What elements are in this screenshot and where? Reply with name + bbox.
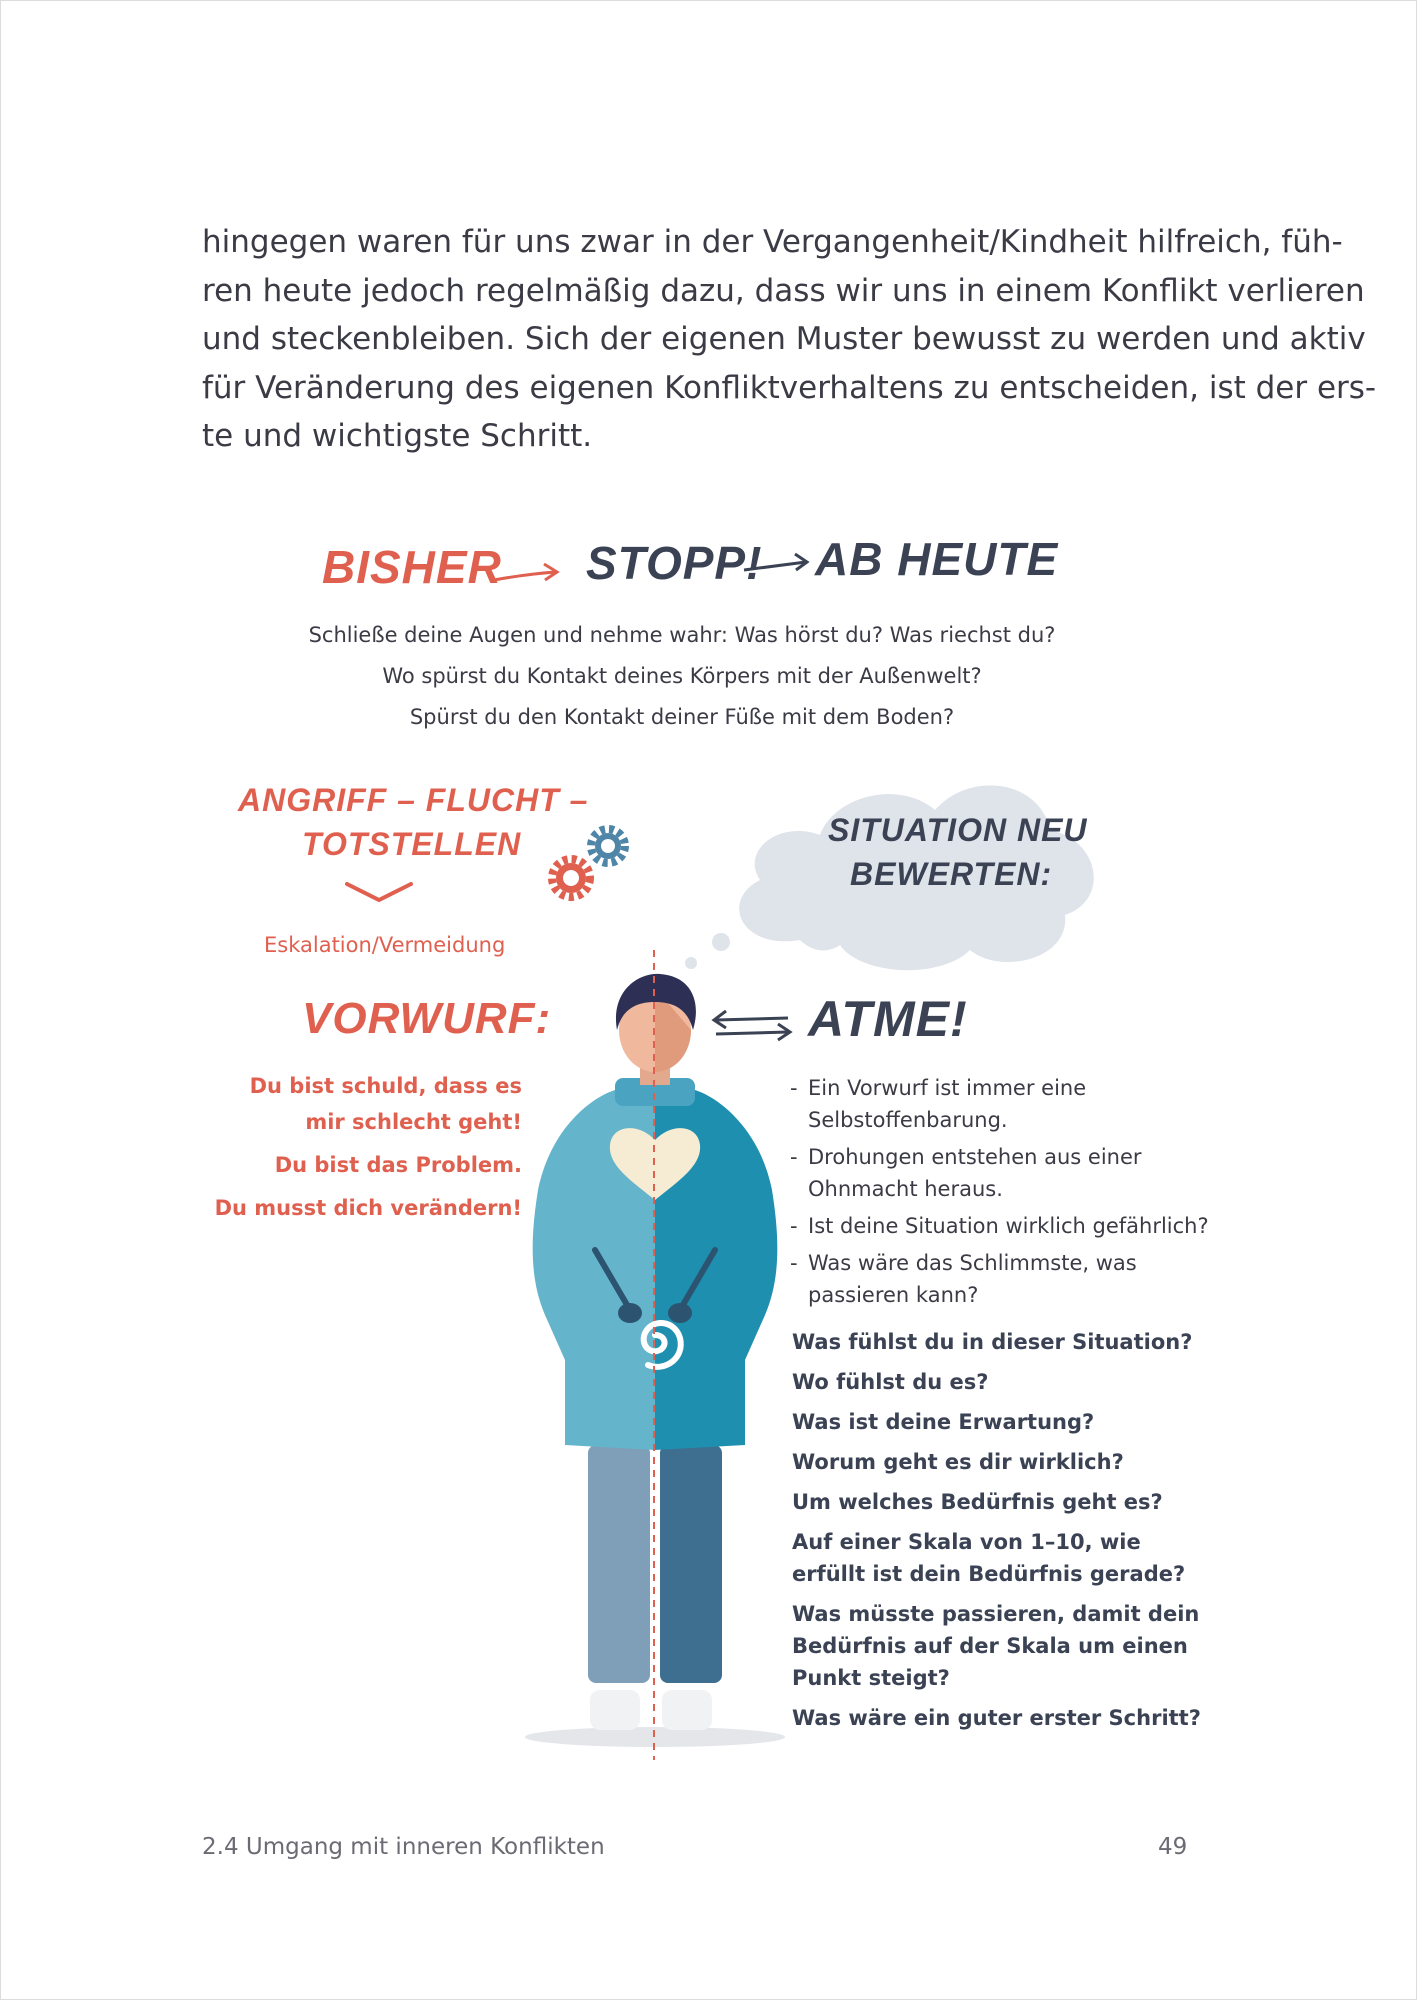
question-line: Was wäre ein guter erster Schritt? bbox=[792, 1706, 1201, 1730]
question-line: Was müsste passieren, damit dein bbox=[792, 1602, 1200, 1626]
question-line: Um welches Bedürfnis geht es? bbox=[792, 1490, 1163, 1514]
instruction-line: Wo spürst du Kontakt deines Körpers mit der Außenwelt? bbox=[382, 664, 982, 688]
list-item: - Drohungen entstehen aus einer Ohnmacht heraus. bbox=[790, 1141, 1210, 1205]
intro-paragraph bbox=[202, 218, 1377, 461]
atme-heading: ATME! bbox=[808, 991, 968, 1047]
instruction-line: Schließe deine Augen und nehme wahr: Was hörst du? Was riechst du? bbox=[308, 623, 1056, 647]
reaction-line2: TOTSTELLEN bbox=[302, 826, 522, 862]
list-item: - Was wäre das Schlimmste, was passieren kann? bbox=[790, 1247, 1210, 1311]
vorwurf-statements bbox=[180, 1068, 522, 1226]
intro-line: und steckenbleiben. Sich der eigenen Muster bewusst zu werden und aktiv bbox=[202, 321, 1366, 357]
reflection-points bbox=[790, 1072, 1210, 1316]
intro-line: für Veränderung des eigenen Konfliktverhaltens zu entscheiden, ist der ers- bbox=[202, 369, 1377, 406]
list-item: - Ein Vorwurf ist immer eine Selbstoffenbarung. bbox=[790, 1072, 1210, 1136]
flow-stopp: STOPP! bbox=[586, 537, 763, 589]
escalation-label: Eskalation/Vermeidung bbox=[264, 933, 506, 957]
statement-line: Du bist das Problem. bbox=[274, 1153, 522, 1177]
right-leg bbox=[660, 1445, 722, 1683]
question-line: Punkt steigt? bbox=[792, 1666, 950, 1690]
question-line: Worum geht es dir wirklich? bbox=[792, 1450, 1124, 1474]
flow-bisher: BISHER bbox=[322, 541, 502, 593]
cloud-line2: BEWERTEN: bbox=[850, 856, 1053, 892]
instruction-line: Spürst du den Kontakt deiner Füße mit dem Boden? bbox=[409, 705, 955, 729]
question-line: Wo fühlst du es? bbox=[792, 1370, 989, 1394]
footer-section: 2.4 Umgang mit inneren Konflikten bbox=[202, 1834, 605, 1860]
flow-ab-heute: AB HEUTE bbox=[815, 533, 1059, 585]
question-line: Auf einer Skala von 1–10, wie bbox=[792, 1530, 1141, 1554]
intro-line: hingegen waren für uns zwar in der Vergangenheit/Kindheit hilfreich, füh- bbox=[202, 224, 1343, 260]
center-divider-line bbox=[652, 950, 656, 1760]
arrow-right-icon bbox=[742, 552, 812, 578]
instructions bbox=[282, 615, 1082, 738]
cloud-line1: SITUATION NEU bbox=[828, 812, 1088, 848]
left-shoe bbox=[590, 1690, 640, 1730]
reaction-line1: ANGRIFF – FLUCHT – bbox=[238, 782, 589, 818]
page-number: 49 bbox=[1158, 1834, 1188, 1860]
question-line: Was ist deine Erwartung? bbox=[792, 1410, 1095, 1434]
statement-line: mir schlecht geht! bbox=[305, 1110, 522, 1134]
statement-line: Du musst dich verändern! bbox=[214, 1196, 522, 1220]
reflection-questions bbox=[792, 1326, 1212, 1742]
vorwurf-heading: VORWURF: bbox=[302, 994, 552, 1043]
left-leg bbox=[588, 1445, 650, 1683]
chevron-down-icon bbox=[345, 880, 415, 904]
question-line: erfüllt ist dein Bedürfnis gerade? bbox=[792, 1562, 1186, 1586]
gears-icon bbox=[545, 820, 635, 910]
intro-line: te und wichtigste Schritt. bbox=[202, 418, 593, 454]
question-line: Bedürfnis auf der Skala um einen bbox=[792, 1634, 1188, 1658]
question-line: Was fühlst du in dieser Situation? bbox=[792, 1330, 1193, 1354]
list-item: - Ist deine Situation wirklich gefährlich? bbox=[790, 1210, 1210, 1242]
right-shoe bbox=[662, 1690, 712, 1730]
statement-line: Du bist schuld, dass es bbox=[249, 1074, 522, 1098]
arrow-right-icon bbox=[492, 560, 562, 590]
intro-line: ren heute jedoch regelmäßig dazu, dass wir uns in einem Konflikt verlieren bbox=[202, 272, 1365, 309]
